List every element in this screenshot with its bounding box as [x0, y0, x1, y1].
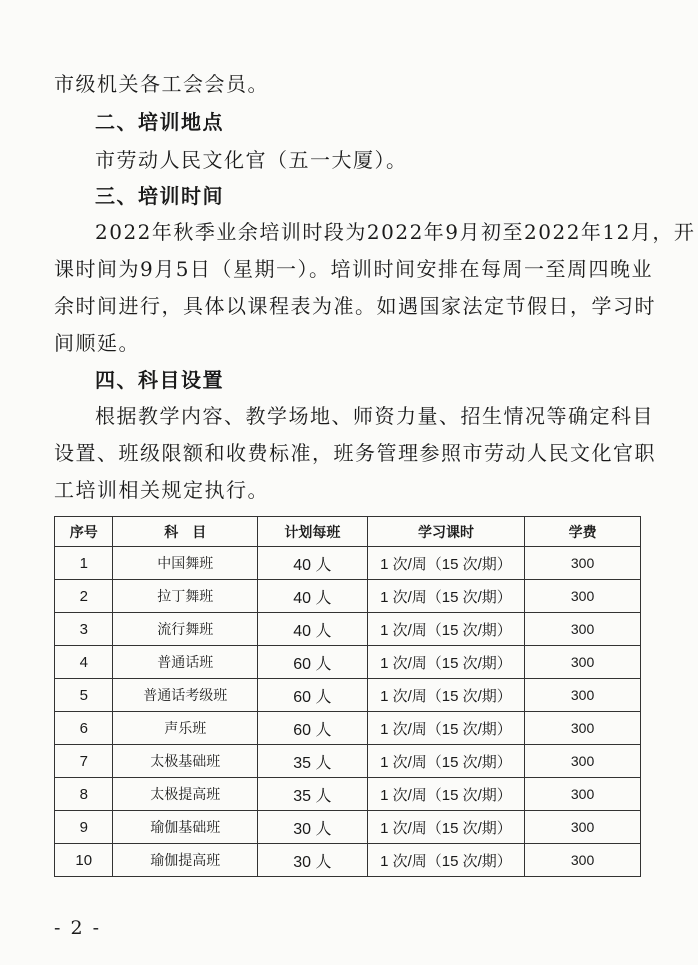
cell-class-hours: 1 次/周（15 次/期）	[367, 613, 524, 646]
table-row	[55, 646, 641, 679]
course-table	[54, 516, 641, 877]
cell-number: 5	[55, 679, 113, 712]
heading-training-time: 三、培训时间	[95, 184, 224, 208]
table-row	[55, 580, 641, 613]
cell-subject: 声乐班	[113, 712, 258, 745]
table-row	[55, 547, 641, 580]
paragraph-time-line-3: 余时间进行，具体以课程表为准。如遇国家法定节假日，学习时	[54, 294, 656, 318]
header-subject: 科 目	[113, 517, 258, 547]
header-class-hours: 学习课时	[367, 517, 524, 547]
table-header-row	[55, 517, 641, 547]
cell-subject: 太极提高班	[113, 778, 258, 811]
cell-class-hours: 1 次/周（15 次/期）	[367, 811, 524, 844]
paragraph-subject-line-1: 根据教学内容、教学场地、师资力量、招生情况等确定科目	[95, 404, 654, 428]
cell-class-hours: 1 次/周（15 次/期）	[367, 580, 524, 613]
table-row	[55, 811, 641, 844]
cell-number: 2	[55, 580, 113, 613]
cell-fee: 300	[525, 778, 641, 811]
heading-training-location: 二、培训地点	[95, 110, 224, 134]
paragraph-time-line-2: 课时间为9月5日（星期一）。培训时间安排在每周一至周四晚业	[54, 257, 653, 281]
cell-subject: 瑜伽基础班	[113, 811, 258, 844]
cell-fee: 300	[525, 679, 641, 712]
paragraph-time-line-4: 间顺延。	[54, 331, 140, 355]
page-number: - 2 -	[54, 917, 102, 939]
cell-number: 9	[55, 811, 113, 844]
paragraph-subject-line-2: 设置、班级限额和收费标准，班务管理参照市劳动人民文化官职	[54, 441, 656, 465]
cell-fee: 300	[525, 580, 641, 613]
heading-subject-setup: 四、科目设置	[95, 368, 224, 392]
cell-capacity: 40 人	[257, 580, 367, 613]
cell-subject: 中国舞班	[113, 547, 258, 580]
cell-class-hours: 1 次/周（15 次/期）	[367, 745, 524, 778]
header-number: 序号	[55, 517, 113, 547]
cell-capacity: 30 人	[257, 844, 367, 877]
cell-number: 1	[55, 547, 113, 580]
cell-capacity: 40 人	[257, 547, 367, 580]
table-row	[55, 778, 641, 811]
cell-capacity: 35 人	[257, 745, 367, 778]
cell-subject: 流行舞班	[113, 613, 258, 646]
cell-fee: 300	[525, 844, 641, 877]
cell-subject: 普通话班	[113, 646, 258, 679]
cell-subject: 拉丁舞班	[113, 580, 258, 613]
cell-fee: 300	[525, 547, 641, 580]
table-row	[55, 679, 641, 712]
cell-capacity: 35 人	[257, 778, 367, 811]
cell-subject: 太极基础班	[113, 745, 258, 778]
paragraph-subject-line-3: 工培训相关规定执行。	[54, 478, 269, 502]
cell-fee: 300	[525, 811, 641, 844]
table-row	[55, 745, 641, 778]
cell-number: 4	[55, 646, 113, 679]
header-capacity: 计划每班	[257, 517, 367, 547]
cell-fee: 300	[525, 712, 641, 745]
cell-fee: 300	[525, 646, 641, 679]
cell-number: 6	[55, 712, 113, 745]
table-row	[55, 613, 641, 646]
cell-fee: 300	[525, 613, 641, 646]
cell-class-hours: 1 次/周（15 次/期）	[367, 712, 524, 745]
header-fee: 学费	[525, 517, 641, 547]
paragraph-time-line-1: 2022年秋季业余培训时段为2022年9月初至2022年12月，开	[95, 220, 696, 244]
cell-class-hours: 1 次/周（15 次/期）	[367, 679, 524, 712]
cell-subject: 瑜伽提高班	[113, 844, 258, 877]
paragraph-members: 市级机关各工会会员。	[54, 72, 269, 96]
cell-number: 7	[55, 745, 113, 778]
cell-capacity: 60 人	[257, 712, 367, 745]
cell-capacity: 30 人	[257, 811, 367, 844]
table-row	[55, 844, 641, 877]
cell-number: 8	[55, 778, 113, 811]
paragraph-location: 市劳动人民文化官（五一大厦）。	[95, 148, 408, 172]
cell-number: 10	[55, 844, 113, 877]
cell-capacity: 40 人	[257, 613, 367, 646]
cell-capacity: 60 人	[257, 646, 367, 679]
cell-fee: 300	[525, 745, 641, 778]
table-row	[55, 712, 641, 745]
cell-class-hours: 1 次/周（15 次/期）	[367, 646, 524, 679]
cell-class-hours: 1 次/周（15 次/期）	[367, 844, 524, 877]
cell-subject: 普通话考级班	[113, 679, 258, 712]
cell-capacity: 60 人	[257, 679, 367, 712]
cell-class-hours: 1 次/周（15 次/期）	[367, 547, 524, 580]
cell-number: 3	[55, 613, 113, 646]
cell-class-hours: 1 次/周（15 次/期）	[367, 778, 524, 811]
